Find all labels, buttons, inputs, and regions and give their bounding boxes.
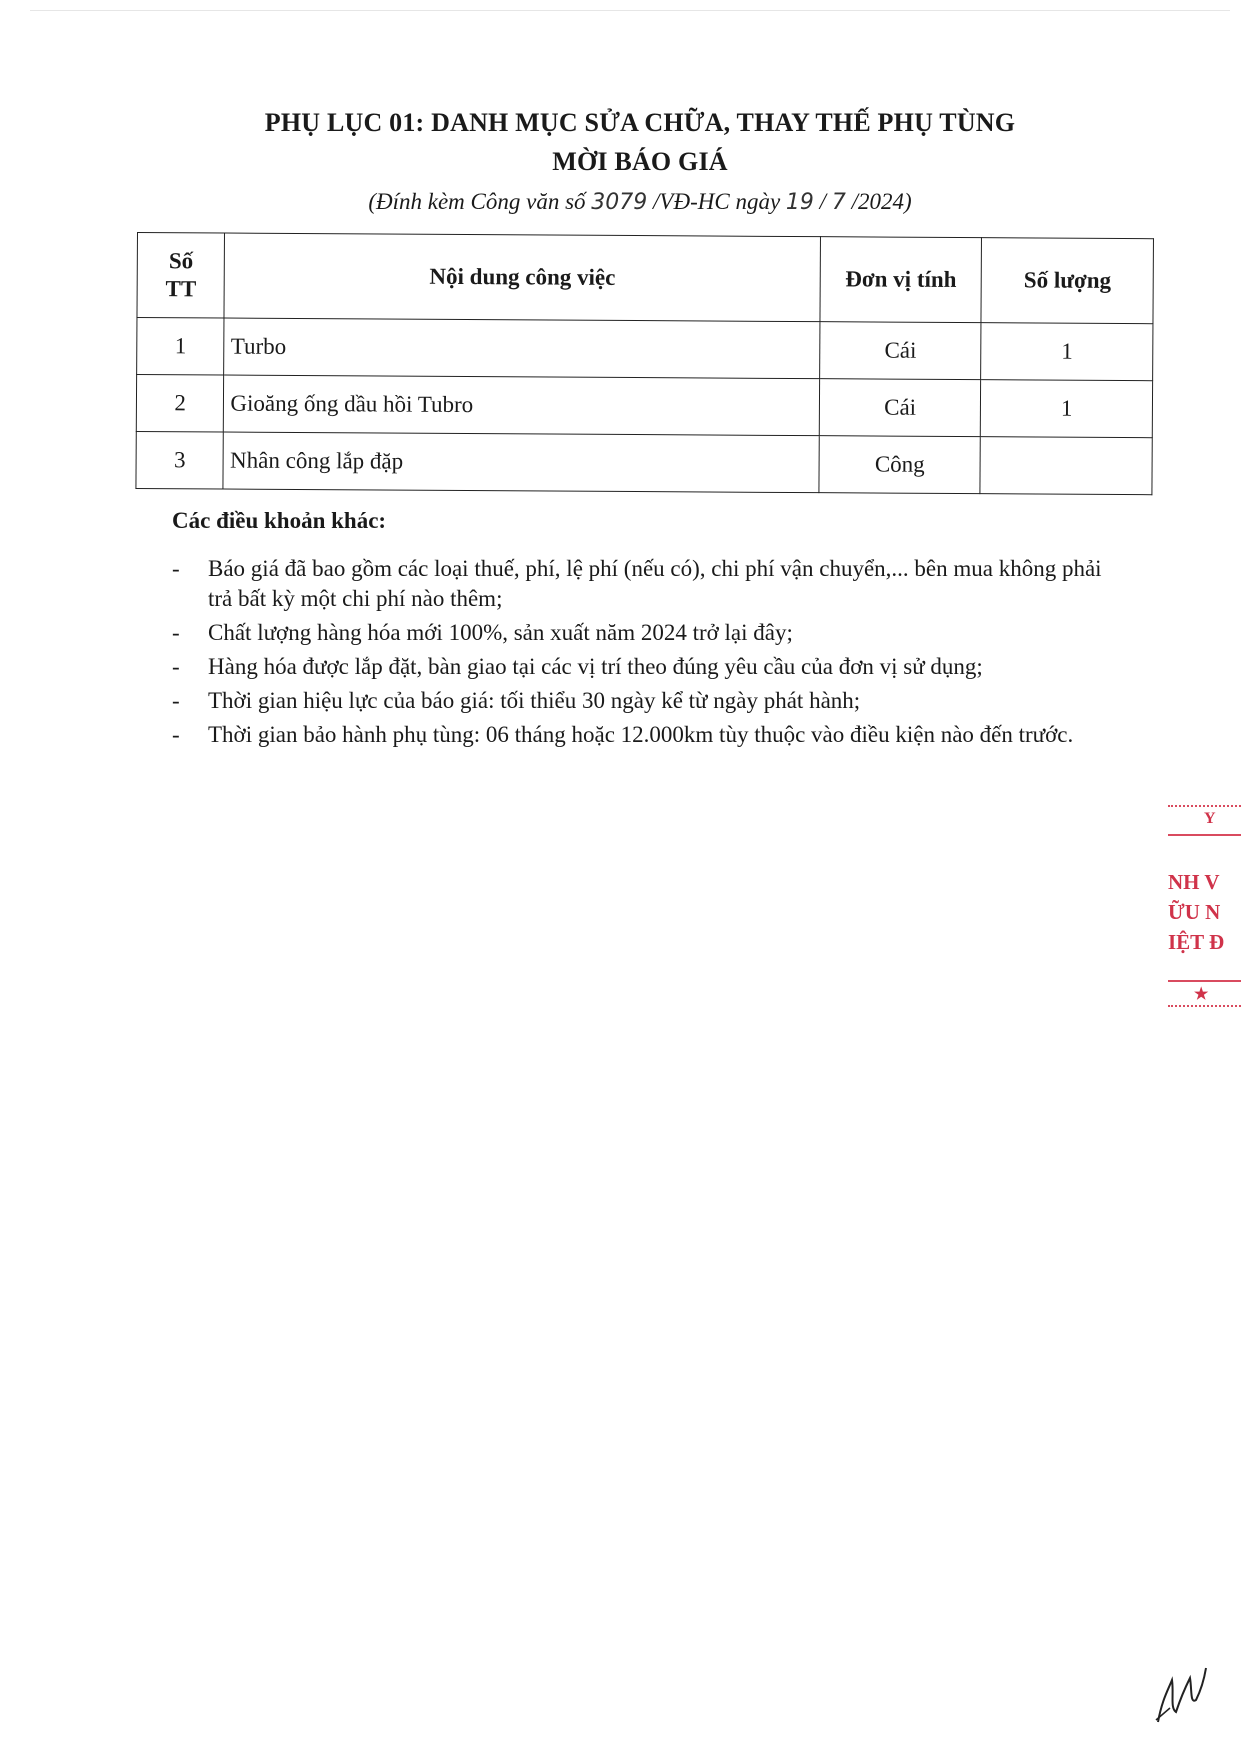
list-item: - Thời gian bảo hành phụ tùng: 06 tháng hoặc 12.000km tùy thuộc vào điều kiện nào đến trước. — [168, 720, 1128, 750]
list-item: - Báo giá đã bao gồm các loại thuế, phí, lệ phí (nếu có), chi phí vận chuyển,... bên mua không phải trả bất kỳ một chi phí nào thêm; — [172, 556, 1102, 611]
subtitle-mid: /VĐ-HC ngày — [647, 189, 786, 214]
cell-stt: 1 — [137, 318, 225, 376]
seal-ring-top — [1168, 834, 1241, 836]
seal-star-icon: ★ — [1194, 986, 1209, 1003]
cell-stt: 3 — [136, 431, 224, 489]
table-row — [136, 431, 1152, 494]
list-dash: - — [172, 556, 180, 581]
cell-qty — [980, 437, 1152, 495]
list-dash: - — [172, 688, 180, 713]
seal-text-3: ỮU N — [1168, 900, 1221, 924]
subtitle-sep: / — [813, 189, 832, 214]
cell-unit: Cái — [820, 322, 982, 380]
terms-list — [168, 554, 1128, 754]
table-row — [136, 375, 1152, 438]
document-subtitle — [140, 189, 1140, 215]
header-qty: Số lượng — [981, 238, 1153, 324]
list-dash: - — [172, 722, 180, 747]
cell-stt: 2 — [136, 375, 224, 433]
header-unit: Đơn vị tính — [820, 237, 982, 323]
seal-text-1: Y — [1204, 810, 1216, 827]
subtitle-suffix: /2024) — [845, 189, 912, 214]
seal-text-4: IỆT Đ — [1168, 930, 1225, 954]
handwritten-doc-number: 3079 — [591, 190, 648, 215]
handwritten-month: 7 — [831, 190, 846, 215]
handwritten-day: 19 — [785, 190, 814, 215]
cell-qty: 1 — [981, 323, 1153, 381]
table-row — [137, 318, 1153, 381]
table-header-row — [137, 233, 1154, 324]
list-item: - Hàng hóa được lắp đặt, bàn giao tại các vị trí theo đúng yêu cầu của đơn vị sử dụng; — [168, 652, 1128, 682]
cell-qty: 1 — [981, 380, 1153, 438]
cell-unit: Công — [819, 436, 981, 494]
scan-edge-line — [30, 10, 1230, 11]
document-title-line2: MỜI BÁO GIÁ — [552, 147, 728, 176]
list-dash: - — [172, 654, 180, 679]
red-seal-stamp — [1160, 800, 1241, 1020]
handwritten-signature — [1150, 1660, 1210, 1730]
cell-content: Gioăng ống dầu hồi Tubro — [224, 375, 820, 436]
header-content: Nội dung công việc — [224, 233, 820, 322]
subtitle-prefix: (Đính kèm Công văn số — [368, 189, 592, 214]
cell-unit: Cái — [819, 379, 981, 437]
document-title-line1: PHỤ LỤC 01: DANH MỤC SỬA CHỮA, THAY THẾ PHỤ TÙNG — [264, 108, 1016, 137]
cell-content: Nhân công lắp đặp — [223, 432, 819, 493]
list-dash: - — [172, 620, 180, 645]
seal-text-2: NH V — [1168, 870, 1220, 894]
seal-ring-dots-bottom — [1168, 1005, 1241, 1007]
items-table — [135, 232, 1154, 495]
seal-ring-bottom — [1168, 980, 1241, 982]
list-item: - Thời gian hiệu lực của báo giá: tối thiểu 30 ngày kể từ ngày phát hành; — [168, 686, 1128, 716]
header-stt: Số TT — [137, 233, 225, 319]
list-item: - Chất lượng hàng hóa mới 100%, sản xuất năm 2024 trở lại đây; — [168, 618, 1128, 648]
terms-heading: Các điều khoản khác: — [172, 508, 387, 533]
cell-content: Turbo — [224, 318, 820, 379]
seal-ring-dots — [1168, 805, 1241, 807]
